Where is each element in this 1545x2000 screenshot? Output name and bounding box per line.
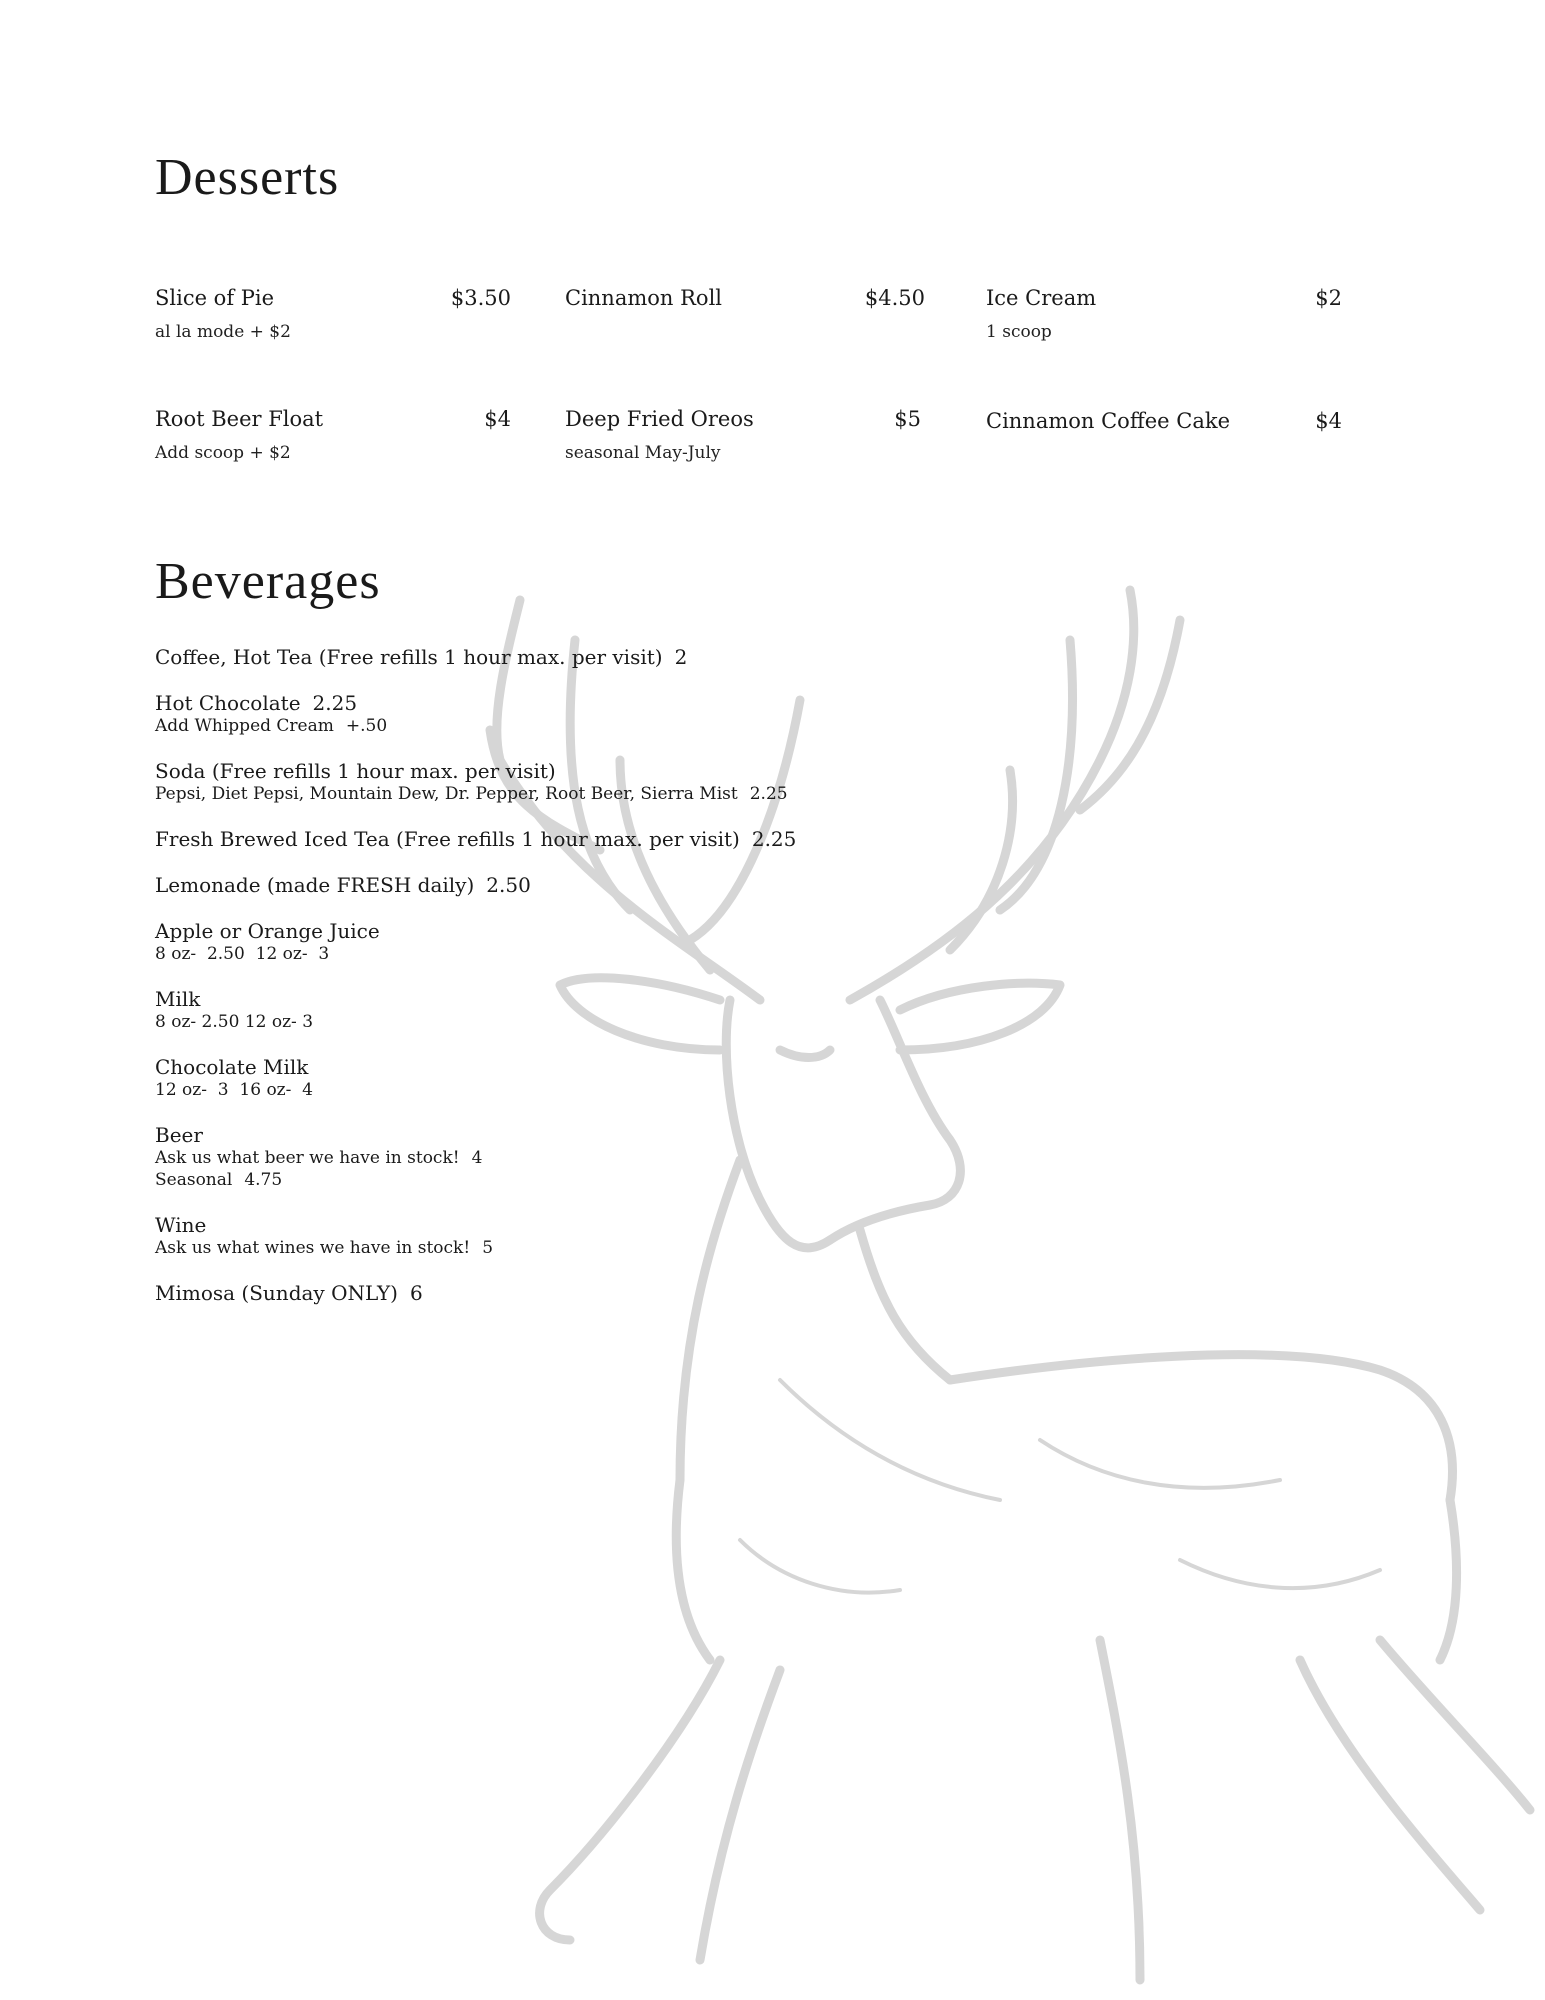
dessert-price: $4 bbox=[1315, 409, 1342, 433]
desserts-title: Desserts bbox=[155, 149, 340, 206]
dessert-name: Slice of Pie bbox=[155, 286, 275, 310]
dessert-item bbox=[155, 286, 511, 342]
beverage-name: Soda (Free refills 1 hour max. per visit) bbox=[155, 759, 556, 783]
beverage-detail: Add Whipped Cream bbox=[155, 716, 334, 736]
beverage-item bbox=[155, 691, 1055, 737]
beverage-name: Chocolate Milk bbox=[155, 1055, 309, 1079]
beverage-item bbox=[155, 1055, 1055, 1101]
beverage-item bbox=[155, 1281, 1055, 1305]
beverage-item bbox=[155, 759, 1055, 805]
dessert-item bbox=[565, 286, 925, 322]
dessert-price: $2 bbox=[1315, 286, 1342, 310]
dessert-note: Add scoop + $2 bbox=[155, 443, 291, 463]
dessert-price: $3.50 bbox=[450, 286, 511, 310]
beverage-detail: Ask us what wines we have in stock! bbox=[155, 1238, 471, 1258]
beverage-name: Hot Chocolate bbox=[155, 691, 301, 715]
beverage-item bbox=[155, 987, 1055, 1033]
beverage-detail: Ask us what beer we have in stock! bbox=[155, 1148, 460, 1168]
dessert-note: seasonal May-July bbox=[565, 443, 721, 463]
beverage-detail: 8 oz- 2.50 12 oz- 3 bbox=[155, 944, 330, 964]
dessert-name: Deep Fried Oreos bbox=[565, 407, 754, 431]
beverage-detail-price: 4 bbox=[471, 1148, 483, 1168]
dessert-note: 1 scoop bbox=[986, 322, 1052, 342]
beverage-detail: 12 oz- 3 16 oz- 4 bbox=[155, 1080, 313, 1100]
beverage-item bbox=[155, 645, 1055, 669]
beverages-title: Beverages bbox=[155, 553, 381, 610]
beverage-name: Fresh Brewed Iced Tea (Free refills 1 hour max. per visit) bbox=[155, 827, 740, 851]
dessert-name: Root Beer Float bbox=[155, 407, 324, 431]
beverage-item bbox=[155, 873, 1055, 897]
dessert-price: $5 bbox=[894, 407, 921, 431]
beverage-detail-price: +.50 bbox=[345, 716, 388, 736]
beverage-price: 2.50 bbox=[486, 873, 531, 897]
beverage-price: 6 bbox=[409, 1281, 423, 1305]
dessert-item bbox=[155, 407, 511, 463]
beverage-name: Coffee, Hot Tea (Free refills 1 hour max. per visit) bbox=[155, 645, 663, 669]
beverage-item bbox=[155, 1213, 1055, 1259]
beverage-price: 2.25 bbox=[751, 827, 797, 851]
dessert-price: $4.50 bbox=[864, 286, 925, 310]
beverage-name: Mimosa (Sunday ONLY) bbox=[155, 1281, 398, 1305]
dessert-price: $4 bbox=[484, 407, 511, 431]
dessert-item bbox=[565, 407, 921, 463]
beverage-name: Beer bbox=[155, 1123, 203, 1147]
beverage-price: 2 bbox=[674, 645, 688, 669]
beverage-price: 2.25 bbox=[312, 691, 358, 715]
beverage-name: Apple or Orange Juice bbox=[155, 919, 380, 943]
dessert-note: al la mode + $2 bbox=[155, 322, 291, 342]
beverage-name: Milk bbox=[155, 987, 201, 1011]
dessert-name: Ice Cream bbox=[986, 286, 1097, 310]
dessert-item bbox=[986, 286, 1342, 342]
beverage-detail: Seasonal bbox=[155, 1170, 233, 1190]
dessert-name: Cinnamon Coffee Cake bbox=[986, 409, 1231, 433]
beverages-list bbox=[155, 645, 1055, 1327]
beverage-detail: Pepsi, Diet Pepsi, Mountain Dew, Dr. Pepper, Root Beer, Sierra Mist bbox=[155, 784, 738, 804]
beverage-item bbox=[155, 827, 1055, 851]
dessert-name: Cinnamon Roll bbox=[565, 286, 722, 310]
beverage-detail-price: 2.25 bbox=[749, 784, 788, 804]
dessert-item bbox=[986, 409, 1342, 445]
beverage-item bbox=[155, 919, 1055, 965]
beverage-name: Lemonade (made FRESH daily) bbox=[155, 873, 475, 897]
beverage-detail-price: 4.75 bbox=[244, 1170, 283, 1190]
beverage-item bbox=[155, 1123, 1055, 1191]
beverage-detail-price: 5 bbox=[482, 1238, 494, 1258]
beverage-name: Wine bbox=[155, 1213, 207, 1237]
beverage-detail: 8 oz- 2.50 12 oz- 3 bbox=[155, 1012, 314, 1032]
